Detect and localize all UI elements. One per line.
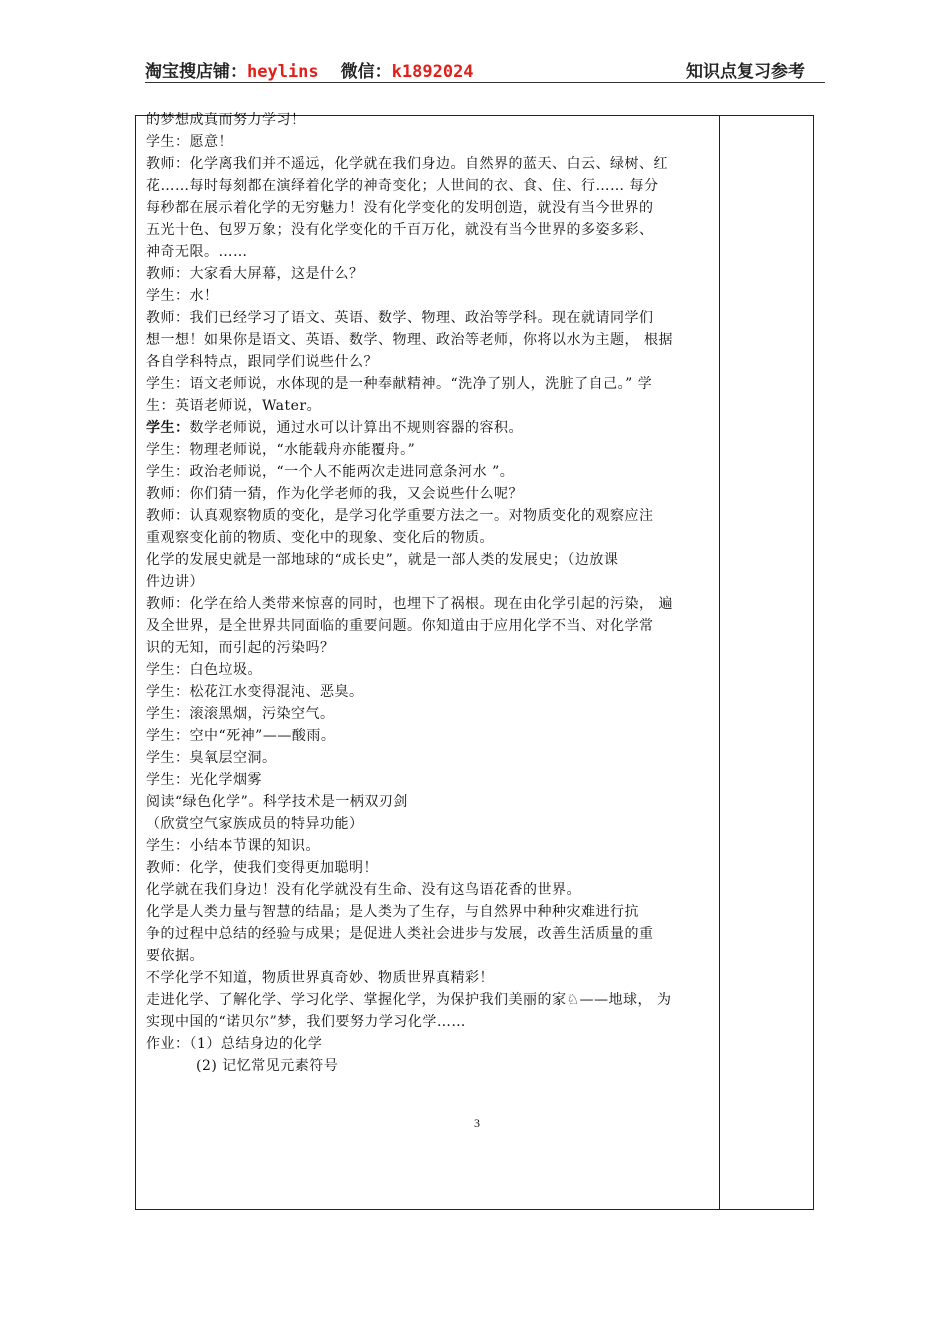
text-line: 学生：数学老师说，通过水可以计算出不规则容器的容积。 <box>146 420 523 436</box>
wechat-id: k1892024 <box>391 62 474 82</box>
text-line: 想一想！如果你是语文、英语、数学、物理、政治等老师，你将以水为主题， 根据 <box>146 332 673 348</box>
text-line: 争的过程中总结的经验与成果；是促进人类社会进步与发展，改善生活质量的重 <box>146 926 654 942</box>
page-header <box>145 57 825 83</box>
text-line: 学生：物理老师说，“水能载舟亦能覆舟。” <box>146 442 416 458</box>
text-line: 学生：臭氧层空洞。 <box>146 750 277 766</box>
text-line: 件边讲） <box>146 574 204 590</box>
text-line: 教师：你们猜一猜，作为化学老师的我，又会说些什么呢？ <box>146 486 523 502</box>
text-line: 教师：大家看大屏幕，这是什么？ <box>146 266 364 282</box>
text-line: 不学化学不知道，物质世界真奇妙、物质世界真精彩！ <box>146 970 494 986</box>
text-line: 化学就在我们身边！没有化学就没有生命、没有这鸟语花香的世界。 <box>146 882 581 898</box>
text-line: 每秒都在展示着化学的无穷魅力！没有化学变化的发明创造，就没有当今世界的 <box>146 200 654 216</box>
text-line: 学生：空中“死神”——酸雨。 <box>146 728 336 744</box>
text-line: 实现中国的“诺贝尔”梦，我们要努力学习化学…… <box>146 1014 466 1030</box>
text-line: 的梦想成真而努力学习！ <box>146 112 306 128</box>
shop-info <box>145 57 474 82</box>
text-line: 学生：松花江水变得混沌、恶臭。 <box>146 684 364 700</box>
shop-label: 淘宝搜店铺： <box>145 62 247 82</box>
text-line: 走进化学、了解化学、学习化学、掌握化学，为保护我们美丽的家♘——地球， 为 <box>146 992 672 1008</box>
text-line: 识的无知，而引起的污染吗？ <box>146 640 335 656</box>
text-line: 教师：认真观察物质的变化，是学习化学重要方法之一。对物质变化的观察应注 <box>146 508 654 524</box>
header-divider <box>145 82 825 83</box>
text-line: 阅读“绿色化学”。科学技术是一柄双刃剑 <box>146 794 408 810</box>
text-line: 五光十色、包罗万象；没有化学变化的千百万化，就没有当今世界的多姿多彩、 <box>146 222 654 238</box>
text-line: 学生：政治老师说，“一个人不能两次走进同意条河水 ”。 <box>146 464 515 480</box>
text-line: 学生：水！ <box>146 288 219 304</box>
text-line: 作业：（1）总结身边的化学 <box>146 1036 323 1052</box>
text-line: 学生：滚滚黑烟，污染空气。 <box>146 706 335 722</box>
text-line: 生：英语老师说，Water。 <box>146 398 322 414</box>
text-line: 教师：化学，使我们变得更加聪明！ <box>146 860 378 876</box>
wechat-label: 微信： <box>340 62 392 82</box>
text-line: 学生：愿意！ <box>146 134 233 150</box>
text-line: (2) 记忆常见元素符号 <box>196 1058 339 1074</box>
text-line: 教师：化学离我们并不遥远，化学就在我们身边。自然界的蓝天、白云、绿树、红 <box>146 156 668 172</box>
text-line: 神奇无限。…… <box>146 244 248 260</box>
text-line: 花……每时每刻都在演绎着化学的神奇变化；人世间的衣、食、住、行…… 每分 <box>146 178 659 194</box>
text-line: 教师：我们已经学习了语文、英语、数学、物理、政治等学科。现在就请同学们 <box>146 310 654 326</box>
text-line: 教师：化学在给人类带来惊喜的同时，也埋下了祸根。现在由化学引起的污染， 遍 <box>146 596 673 612</box>
text-line: （欣赏空气家族成员的特异功能） <box>146 816 364 832</box>
column-divider <box>719 116 720 1209</box>
lesson-content <box>146 109 716 1077</box>
text-line: 各自学科特点，跟同学们说些什么？ <box>146 354 378 370</box>
text-line: 化学的发展史就是一部地球的“成长史”，就是一部人类的发展史；（边放课 <box>146 552 619 568</box>
lesson-table <box>135 112 814 1210</box>
text-line: 学生：光化学烟雾 <box>146 772 262 788</box>
text-line: 重观察变化前的物质、变化中的现象、变化后的物质。 <box>146 530 494 546</box>
text-line: 化学是人类力量与智慧的结晶；是人类为了生存，与自然界中种种灾难进行抗 <box>146 904 639 920</box>
text-line: 学生：白色垃圾。 <box>146 662 262 678</box>
shop-name: heylins <box>247 62 319 82</box>
text-line: 要依据。 <box>146 948 204 964</box>
header-title: 知识点复习参考 <box>686 62 805 82</box>
text-line: 及全世界，是全世界共同面临的重要问题。你知道由于应用化学不当、对化学常 <box>146 618 654 634</box>
text-line: 学生：小结本节课的知识。 <box>146 838 320 854</box>
page-number: 3 <box>474 1116 480 1130</box>
text-line: 学生：语文老师说，水体现的是一种奉献精神。“洗净了别人，洗脏了自己。” 学 <box>146 376 653 392</box>
